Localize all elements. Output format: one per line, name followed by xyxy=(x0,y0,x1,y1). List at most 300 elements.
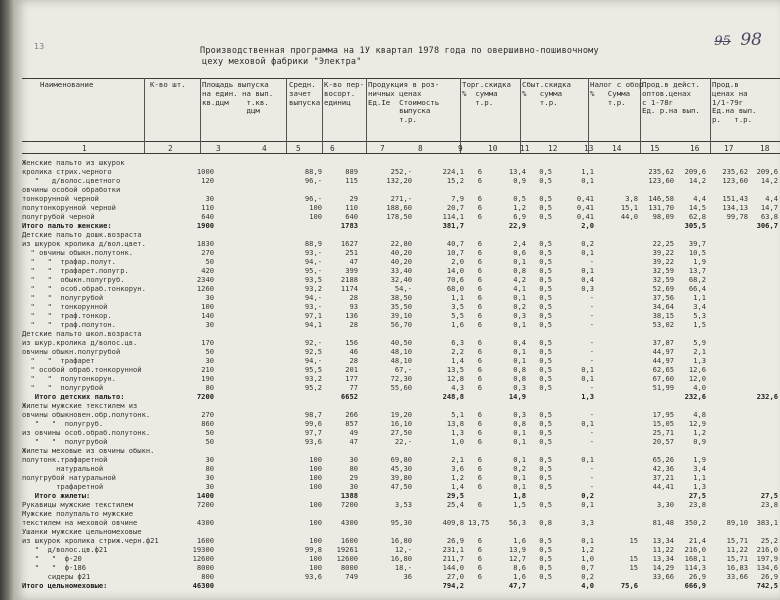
cell-opt: 37,21 xyxy=(652,473,674,482)
cell-p2: 0,5 xyxy=(539,347,552,356)
cell-p2: 0,5 xyxy=(539,194,552,203)
cell-opt: 44,97 xyxy=(652,356,674,365)
cell-s1: 0,3 xyxy=(513,383,526,392)
cell-name: полугрубой черной xyxy=(22,212,95,221)
cell-sq: 1783 xyxy=(340,221,358,230)
column-number: 8 xyxy=(418,144,423,153)
cell-s1: 0,1 xyxy=(513,320,526,329)
cell-s1: 0,8 xyxy=(513,266,526,275)
cell-s1: 6,9 xyxy=(513,212,526,221)
cell-p1: 6 xyxy=(477,212,482,221)
cell-ppr2: 197,9 xyxy=(756,554,778,563)
cell-area: 93,6 xyxy=(304,572,322,581)
cell-s2: 0,2 xyxy=(581,239,594,248)
cell-name: " " полугруб. xyxy=(22,419,104,428)
cell-ppr: 21,4 xyxy=(688,536,706,545)
cell-opt2: 11,22 xyxy=(726,545,748,554)
cell-ppr2: 26,9 xyxy=(760,572,778,581)
cell-cost: 224,1 xyxy=(442,167,464,176)
cell-p2: 0,5 xyxy=(539,293,552,302)
cell-pers: 132,20 xyxy=(386,176,412,185)
header-area: Площадь выпуска на един. на вып. кв.дцм т.кв. дцм xyxy=(202,80,274,116)
cell-sq: 49 xyxy=(349,428,358,437)
cell-cost: 10,7 xyxy=(446,248,464,257)
cell-opt: 51,99 xyxy=(652,383,674,392)
cell-qty: 50 xyxy=(205,428,214,437)
cell-p1: 6 xyxy=(477,284,482,293)
cell-ppr2: 63,8 xyxy=(760,212,778,221)
cell-opt2: 16,83 xyxy=(726,563,748,572)
cell-area: 92,5 xyxy=(304,347,322,356)
cell-ppr: 2,1 xyxy=(693,347,706,356)
cell-pers: 22,- xyxy=(394,437,412,446)
cell-qty: 170 xyxy=(201,338,214,347)
cell-name: " " трафар.полут. xyxy=(22,257,116,266)
table-row xyxy=(22,428,780,437)
cell-ppr: 350,2 xyxy=(684,518,706,527)
cell-s2: 0,3 xyxy=(581,284,594,293)
column-divider xyxy=(588,78,589,153)
cell-area: 99,8 xyxy=(304,545,322,554)
cell-ppr: 4,0 xyxy=(693,383,706,392)
cell-p1: 6 xyxy=(477,455,482,464)
cell-qty: 50 xyxy=(205,347,214,356)
cell-p1: 6 xyxy=(477,320,482,329)
cell-s1: 4,2 xyxy=(513,275,526,284)
cell-p2: 0,5 xyxy=(539,176,552,185)
cell-p2: 0,5 xyxy=(539,554,552,563)
table-row xyxy=(22,419,780,428)
cell-s2: - xyxy=(589,257,594,266)
cell-name: Мужские полупальто мужские xyxy=(22,509,134,518)
cell-ppr: 13,7 xyxy=(688,266,706,275)
cell-name: " " полутонкорун. xyxy=(22,374,116,383)
cell-s2: 0,1 xyxy=(581,455,594,464)
cell-s2: 0,41 xyxy=(576,203,594,212)
cell-area: 93,6 xyxy=(304,437,322,446)
cell-opt: 13,34 xyxy=(652,554,674,563)
cell-area: 94,- xyxy=(304,257,322,266)
cell-name: овчины обыкновен.обр.полутонк. xyxy=(22,410,151,419)
cell-cost: 29,5 xyxy=(446,491,464,500)
cell-name: " " траф.полутон. xyxy=(22,320,116,329)
cell-pers: 45,30 xyxy=(390,464,412,473)
cell-s1: 0,3 xyxy=(513,410,526,419)
cell-tax: 75,6 xyxy=(620,581,638,590)
cell-cost: 7,9 xyxy=(451,194,464,203)
cell-name: из шкурок кролика д/вол.цвет. xyxy=(22,239,146,248)
cell-ppr: 3,4 xyxy=(693,302,706,311)
header-pers: К-во пер- восорт. единиц xyxy=(324,80,365,107)
cell-pers: 69,80 xyxy=(390,455,412,464)
cell-qty: 860 xyxy=(201,419,214,428)
cell-p1: 6 xyxy=(477,311,482,320)
cell-sq: 30 xyxy=(349,455,358,464)
cell-p2: 0,5 xyxy=(539,239,552,248)
cell-pers: 22,80 xyxy=(390,239,412,248)
cell-cost: 1,1 xyxy=(451,293,464,302)
cell-cost: 794,2 xyxy=(442,581,464,590)
column-number: 9 xyxy=(458,144,463,153)
cell-p2: 0,5 xyxy=(539,383,552,392)
cell-name: овчины обыкн.полугрубой xyxy=(22,347,121,356)
cell-opt: 11,22 xyxy=(652,545,674,554)
header-prod: Продукция в роз- ничных ценах Ед.Iе Стоимость выпуска т.р. xyxy=(368,80,440,125)
cell-sq: 251 xyxy=(345,248,358,257)
header-sbyt: Сбыт.скидка % сумма т.р. xyxy=(522,80,571,107)
column-number: 16 xyxy=(690,144,700,153)
cell-tax: 15 xyxy=(629,554,638,563)
cell-cost: 1,3 xyxy=(451,428,464,437)
cell-qty: 100 xyxy=(201,302,214,311)
column-number: 4 xyxy=(262,144,267,153)
cell-p1: 6 xyxy=(477,176,482,185)
cell-qty: 120 xyxy=(201,176,214,185)
table-row xyxy=(22,518,780,527)
cell-s2: 0,41 xyxy=(576,212,594,221)
cell-qty: 1000 xyxy=(196,167,214,176)
cell-s1: 0,8 xyxy=(513,365,526,374)
cell-name: Итого детских пальто: xyxy=(22,392,125,401)
cell-sq: 8000 xyxy=(340,563,358,572)
cell-p1: 6 xyxy=(477,167,482,176)
cell-name: кролика стрих.черного xyxy=(22,167,112,176)
cell-pers: 16,10 xyxy=(390,419,412,428)
cell-pers: 39,80 xyxy=(390,473,412,482)
cell-ppr2: 209,6 xyxy=(756,167,778,176)
cell-cost: 13,5 xyxy=(446,365,464,374)
cell-p1: 13,75 xyxy=(468,518,490,527)
cell-s1: 0,1 xyxy=(513,293,526,302)
cell-opt: 37,87 xyxy=(652,338,674,347)
cell-ppr2: 27,5 xyxy=(760,491,778,500)
cell-area: 99,6 xyxy=(304,419,322,428)
cell-tax: 3,8 xyxy=(625,194,638,203)
cell-p2: 0,5 xyxy=(539,248,552,257)
cell-ppr2: 14,7 xyxy=(760,203,778,212)
cell-opt: 235,62 xyxy=(648,167,674,176)
cell-area: 88,9 xyxy=(304,167,322,176)
cell-p2: 0,5 xyxy=(539,464,552,473)
cell-p1: 6 xyxy=(477,302,482,311)
cell-name: " " траф.тонкор. xyxy=(22,311,112,320)
table-row xyxy=(22,437,780,446)
table-row xyxy=(22,383,780,392)
cell-pers: 27,50 xyxy=(390,428,412,437)
cell-name: Женские пальто из шкурок xyxy=(22,158,125,167)
cell-sq: 156 xyxy=(345,338,358,347)
cell-s1: 4,1 xyxy=(513,284,526,293)
cell-p1: 6 xyxy=(477,374,482,383)
cell-p1: 6 xyxy=(477,248,482,257)
cell-s2: - xyxy=(589,428,594,437)
cell-cost: 3,6 xyxy=(451,464,464,473)
cell-opt: 52,69 xyxy=(652,284,674,293)
cell-p1: 6 xyxy=(477,563,482,572)
cell-tax: 44,0 xyxy=(620,212,638,221)
cell-s1: 13,9 xyxy=(508,545,526,554)
cell-s1: 1,2 xyxy=(513,203,526,212)
cell-p2: 0,5 xyxy=(539,563,552,572)
cell-opt: 13,34 xyxy=(652,536,674,545)
cell-qty: 12600 xyxy=(192,554,214,563)
cell-sq: 80 xyxy=(349,464,358,473)
cell-qty: 80 xyxy=(205,383,214,392)
cell-opt: 38,15 xyxy=(652,311,674,320)
cell-cost: 40,7 xyxy=(446,239,464,248)
cell-ppr: 10,5 xyxy=(688,248,706,257)
column-number: 17 xyxy=(724,144,734,153)
cell-tax: 15 xyxy=(629,536,638,545)
cell-opt: 14,29 xyxy=(652,563,674,572)
table-row xyxy=(22,194,780,203)
cell-s2: - xyxy=(589,410,594,419)
table-row xyxy=(22,410,780,419)
cell-name: тонкорунной черной xyxy=(22,194,99,203)
cell-ppr: 1,3 xyxy=(693,356,706,365)
cell-area: 100 xyxy=(309,455,322,464)
cell-s2: 0,1 xyxy=(581,419,594,428)
column-number: 13 xyxy=(584,144,594,153)
cell-cost: 26,9 xyxy=(446,536,464,545)
cell-pers: 188,60 xyxy=(386,203,412,212)
table-row xyxy=(22,356,780,365)
cell-area: 98,7 xyxy=(304,410,322,419)
cell-p1: 6 xyxy=(477,572,482,581)
cell-cost: 231,1 xyxy=(442,545,464,554)
cell-pers: 36 xyxy=(403,572,412,581)
cell-ppr: 114,3 xyxy=(684,563,706,572)
cell-p1: 6 xyxy=(477,437,482,446)
column-divider xyxy=(460,78,461,153)
cell-sq: 640 xyxy=(345,212,358,221)
cell-opt2: 33,66 xyxy=(726,572,748,581)
cell-area: 100 xyxy=(309,473,322,482)
cell-qty: 19300 xyxy=(192,545,214,554)
cell-p1: 6 xyxy=(477,410,482,419)
cell-cost: 1,0 xyxy=(451,437,464,446)
cell-area: 94,- xyxy=(304,293,322,302)
cell-qty: 270 xyxy=(201,410,214,419)
cell-s1: 0,1 xyxy=(513,257,526,266)
cell-ppr: 5,9 xyxy=(693,338,706,347)
cell-qty: 2340 xyxy=(196,275,214,284)
cell-ppr: 4,8 xyxy=(693,410,706,419)
cell-opt: 62,65 xyxy=(652,365,674,374)
column-divider xyxy=(366,78,367,153)
cell-opt: 123,60 xyxy=(648,176,674,185)
column-number: 12 xyxy=(548,144,558,153)
table-row xyxy=(22,320,780,329)
cell-area: 100 xyxy=(309,554,322,563)
page-number xyxy=(714,30,762,50)
cell-pers: 47,50 xyxy=(390,482,412,491)
cell-qty: 50 xyxy=(205,257,214,266)
cell-s2: 0,1 xyxy=(581,374,594,383)
cell-qty: 1900 xyxy=(196,221,214,230)
cell-p2: 0,5 xyxy=(539,212,552,221)
cell-area: 97,1 xyxy=(304,311,322,320)
page-number-struck: 95 xyxy=(714,34,731,49)
cell-opt: 20,57 xyxy=(652,437,674,446)
cell-ppr2: 4,4 xyxy=(765,194,778,203)
cell-opt: 131,70 xyxy=(648,203,674,212)
cell-pers: 48,10 xyxy=(390,347,412,356)
table-row xyxy=(22,257,780,266)
cell-qty: 30 xyxy=(205,320,214,329)
cell-pers: 18,- xyxy=(394,563,412,572)
cell-name: из шкурок кролика стриж.черн.ф21 xyxy=(22,536,159,545)
cell-p1: 6 xyxy=(477,347,482,356)
cell-pers: 40,50 xyxy=(390,338,412,347)
cell-s2: - xyxy=(589,338,594,347)
cell-ppr: 1,5 xyxy=(693,320,706,329)
cell-p2: 0,5 xyxy=(539,536,552,545)
cell-pers: 67,- xyxy=(394,365,412,374)
cell-ppr2: 25,2 xyxy=(760,536,778,545)
table-row xyxy=(22,176,780,185)
cell-p2: 0,5 xyxy=(539,473,552,482)
cell-cost: 409,8 xyxy=(442,518,464,527)
cell-pers: 12,- xyxy=(394,545,412,554)
cell-qty: 30 xyxy=(205,473,214,482)
cell-name: полутонкорунной черной xyxy=(22,203,116,212)
cell-ppr: 62,8 xyxy=(688,212,706,221)
cell-sq: 177 xyxy=(345,374,358,383)
table-row xyxy=(22,401,780,410)
cell-sq: 93 xyxy=(349,302,358,311)
cell-name: сидеры ф21 xyxy=(22,572,91,581)
cell-p2: 0,5 xyxy=(539,419,552,428)
cell-s2: - xyxy=(589,437,594,446)
cell-area: 93,- xyxy=(304,302,322,311)
cell-cost: 2,1 xyxy=(451,455,464,464)
cell-ppr: 12,9 xyxy=(688,419,706,428)
cell-name: Ушанки мужские цельномеховые xyxy=(22,527,142,536)
cell-pers: 54,- xyxy=(394,284,412,293)
column-number: 14 xyxy=(612,144,622,153)
cell-p2: 0,5 xyxy=(539,203,552,212)
page-number-current: 98 xyxy=(740,30,762,50)
table-row xyxy=(22,473,780,482)
cell-name: Жилеты меховые из овчины обыкн. xyxy=(22,446,155,455)
header-torg: Торг.скидка % сумма т.р. xyxy=(462,80,511,107)
cell-opt: 15,05 xyxy=(652,419,674,428)
cell-p2: 0,5 xyxy=(539,284,552,293)
cell-s1: 0,1 xyxy=(513,356,526,365)
table-row xyxy=(22,446,780,455)
cell-opt2: 123,60 xyxy=(722,176,748,185)
cell-area: 93,2 xyxy=(304,374,322,383)
table-row xyxy=(22,329,780,338)
cell-opt: 34,64 xyxy=(652,302,674,311)
cell-area: 95,2 xyxy=(304,383,322,392)
cell-pers: 55,60 xyxy=(390,383,412,392)
cell-qty: 1400 xyxy=(196,491,214,500)
cell-ppr: 39,7 xyxy=(688,239,706,248)
cell-ppr2: 216,0 xyxy=(756,545,778,554)
cell-pers: 38,50 xyxy=(390,293,412,302)
cell-p1: 6 xyxy=(477,500,482,509)
cell-area: 100 xyxy=(309,203,322,212)
cell-p2: 0,5 xyxy=(539,410,552,419)
cell-name: овчины особой обработки xyxy=(22,185,121,194)
cell-pers: 3,53 xyxy=(394,500,412,509)
cell-p2: 0,5 xyxy=(539,482,552,491)
cell-qty: 30 xyxy=(205,356,214,365)
cell-s1: 1,8 xyxy=(513,491,526,500)
cell-sq: 29 xyxy=(349,473,358,482)
cell-s1: 0,1 xyxy=(513,428,526,437)
cell-pers: 35,50 xyxy=(390,302,412,311)
cell-pers: 72,30 xyxy=(390,374,412,383)
cell-sq: 29 xyxy=(349,194,358,203)
cell-s2: 1,3 xyxy=(581,392,594,401)
cell-qty: 420 xyxy=(201,266,214,275)
cell-s1: 0,5 xyxy=(513,194,526,203)
column-divider xyxy=(200,78,201,153)
cell-sq: 266 xyxy=(345,410,358,419)
cell-s1: 1,5 xyxy=(513,500,526,509)
cell-s1: 0,1 xyxy=(513,437,526,446)
cell-p2: 0,5 xyxy=(539,338,552,347)
cell-ppr: 12,0 xyxy=(688,374,706,383)
cell-ppr: 1,1 xyxy=(693,473,706,482)
cell-pers: 178,50 xyxy=(386,212,412,221)
cell-area: 95,5 xyxy=(304,365,322,374)
cell-name: из овчины особ.обраб.полутонк. xyxy=(22,428,151,437)
cell-pers: 40,20 xyxy=(390,248,412,257)
table-row xyxy=(22,248,780,257)
cell-s1: 0,2 xyxy=(513,302,526,311)
cell-cost: 70,6 xyxy=(446,275,464,284)
cell-ppr: 209,6 xyxy=(684,167,706,176)
table-row xyxy=(22,266,780,275)
cell-cost: 1,4 xyxy=(451,356,464,365)
cell-s2: - xyxy=(589,383,594,392)
cell-s2: 4,0 xyxy=(581,581,594,590)
cell-opt: 146,58 xyxy=(648,194,674,203)
cell-s1: 0,8 xyxy=(513,374,526,383)
cell-ppr: 1,1 xyxy=(693,293,706,302)
cell-qty: 80 xyxy=(205,464,214,473)
cell-p1: 6 xyxy=(477,419,482,428)
cell-s2: 2,0 xyxy=(581,221,594,230)
cell-opt: 44,41 xyxy=(652,482,674,491)
cell-opt: 65,26 xyxy=(652,455,674,464)
cell-name: трафаретной xyxy=(22,482,104,491)
cell-name: полутонк.трафаретной xyxy=(22,455,108,464)
header-nalog: Налог с обор. % Сумма т.р. xyxy=(590,80,648,107)
cell-s2: 1,0 xyxy=(581,554,594,563)
header-avg: Средн. зачет выпуска xyxy=(289,80,321,107)
cell-pers: 33,40 xyxy=(390,266,412,275)
cell-opt: 33,66 xyxy=(652,572,674,581)
cell-s1: 0,1 xyxy=(513,473,526,482)
cell-opt: 17,95 xyxy=(652,410,674,419)
table-row xyxy=(22,392,780,401)
cell-opt2: 134,13 xyxy=(722,203,748,212)
cell-opt: 81,48 xyxy=(652,518,674,527)
table-row xyxy=(22,572,780,581)
cell-opt2: 151,43 xyxy=(722,194,748,203)
cell-pers: 16,80 xyxy=(390,536,412,545)
cell-area: 100 xyxy=(309,500,322,509)
cell-sq: 6652 xyxy=(340,392,358,401)
cell-cost: 25,4 xyxy=(446,500,464,509)
cell-opt: 67,60 xyxy=(652,374,674,383)
cell-qty: 50 xyxy=(205,437,214,446)
